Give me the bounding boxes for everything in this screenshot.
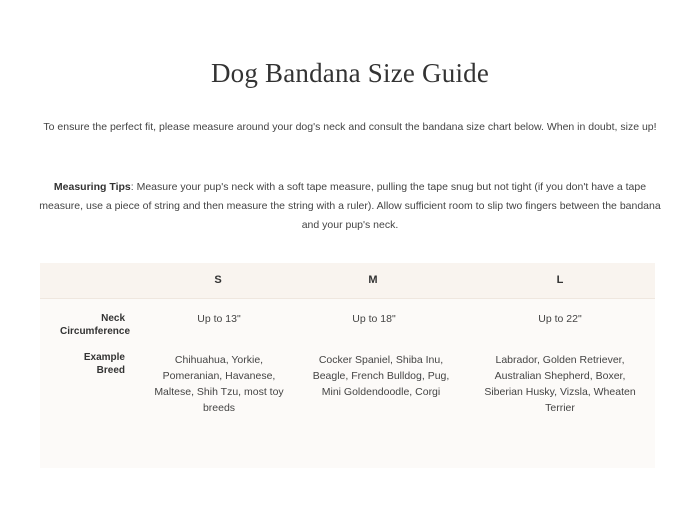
row-label-neck-circumference: Neck Circumference xyxy=(60,313,131,337)
table-cell-neck-s: Up to 13" xyxy=(197,313,241,325)
column-header-s: S xyxy=(214,274,222,286)
table-cell-breed-s: Chihuahua, Yorkie, Pomeranian, Havanese, Maltese, Shih Tzu, most toy breeds xyxy=(154,354,284,414)
measuring-tips-label: Measuring Tips xyxy=(53,181,131,193)
table-cell-neck-m: Up to 18" xyxy=(352,313,396,325)
size-table-header xyxy=(40,263,655,299)
intro-text: To ensure the perfect fit, please measure around your dog's neck and consult the bandana size chart below. When in doubt, size up! xyxy=(43,121,657,133)
page-title: Dog Bandana Size Guide xyxy=(210,58,490,88)
column-header-l: L xyxy=(556,274,564,286)
table-cell-breed-l: Labrador, Golden Retriever, Australian Shepherd, Boxer, Siberian Husky, Vizsla, Wheaten Terrier xyxy=(484,354,636,414)
row-label-example-breed: Example Breed xyxy=(83,352,125,376)
measuring-tips-text: : Measure your pup's neck with a soft tape measure, pulling the tape snug but not tight (if you don't have a tape measure, use a piece of string and then measure the string with a ruler). Allow sufficient room to slip two fingers between the bandana and your pup's neck. xyxy=(39,181,661,231)
measuring-tips xyxy=(34,178,666,235)
table-cell-breed-m: Cocker Spaniel, Shiba Inu, Beagle, French Bulldog, Pug, Mini Goldendoodle, Corgi xyxy=(312,354,450,398)
size-table xyxy=(40,263,655,468)
table-cell-neck-l: Up to 22" xyxy=(538,313,582,325)
column-header-m: M xyxy=(368,274,378,286)
